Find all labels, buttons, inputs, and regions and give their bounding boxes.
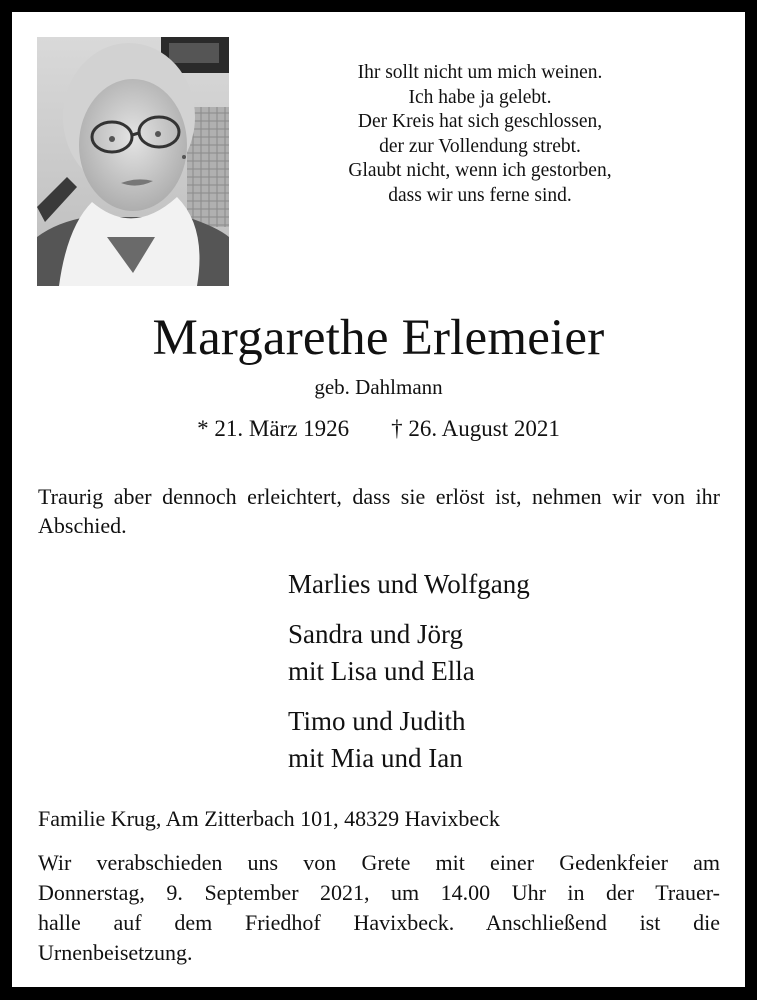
death-date: † 26. August 2021 (391, 416, 560, 441)
portrait-image (37, 37, 229, 286)
ceremony-line: Wir verabschieden uns von Grete mit einer Gedenkfeier am (38, 850, 720, 875)
family-address: Familie Krug, Am Zitterbach 101, 48329 Havixbeck (38, 806, 500, 831)
mourner-group (288, 616, 530, 690)
ceremony-line: halle auf dem Friedhof Havixbeck. Anschließend ist die (38, 910, 720, 935)
poem-line: dass wir uns ferne sind. (388, 184, 572, 206)
mourner-group (288, 703, 530, 777)
farewell-text: Traurig aber dennoch erleichtert, dass sie erlöst ist, nehmen wir von ihr Abschied. (38, 484, 720, 538)
mourner-group (288, 566, 530, 603)
mourner-line: mit Mia und Ian (288, 743, 463, 773)
poem-line: Ihr sollt nicht um mich weinen. (357, 62, 603, 83)
ceremony-line: Donnerstag, 9. September 2021, um 14.00 Uhr in der Trauer- (38, 880, 720, 905)
ceremony-line: Urnenbeisetzung. (38, 940, 193, 965)
mourner-line: Marlies und Wolfgang (288, 569, 530, 599)
mourners-list (288, 566, 530, 777)
mourner-line: Sandra und Jörg (288, 619, 463, 649)
ceremony-details (38, 848, 720, 968)
birth-date: * 21. März 1926 (197, 416, 350, 441)
poem-line: der zur Vollendung strebt. (379, 135, 581, 157)
poem-line: Ich habe ja gelebt. (408, 86, 552, 108)
memorial-poem (270, 61, 690, 208)
poem-line: Glaubt nicht, wenn ich gestorben, (348, 160, 612, 181)
maiden-name: geb. Dahlmann (314, 375, 443, 399)
portrait-photo (37, 37, 229, 286)
poem-line: Der Kreis hat sich geschlossen, (357, 111, 603, 132)
mourner-line: mit Lisa und Ella (288, 656, 475, 686)
mourner-line: Timo und Judith (288, 706, 466, 736)
obituary-card (12, 12, 745, 987)
life-dates (12, 414, 745, 444)
deceased-name: Margarethe Erlemeier (152, 310, 605, 366)
